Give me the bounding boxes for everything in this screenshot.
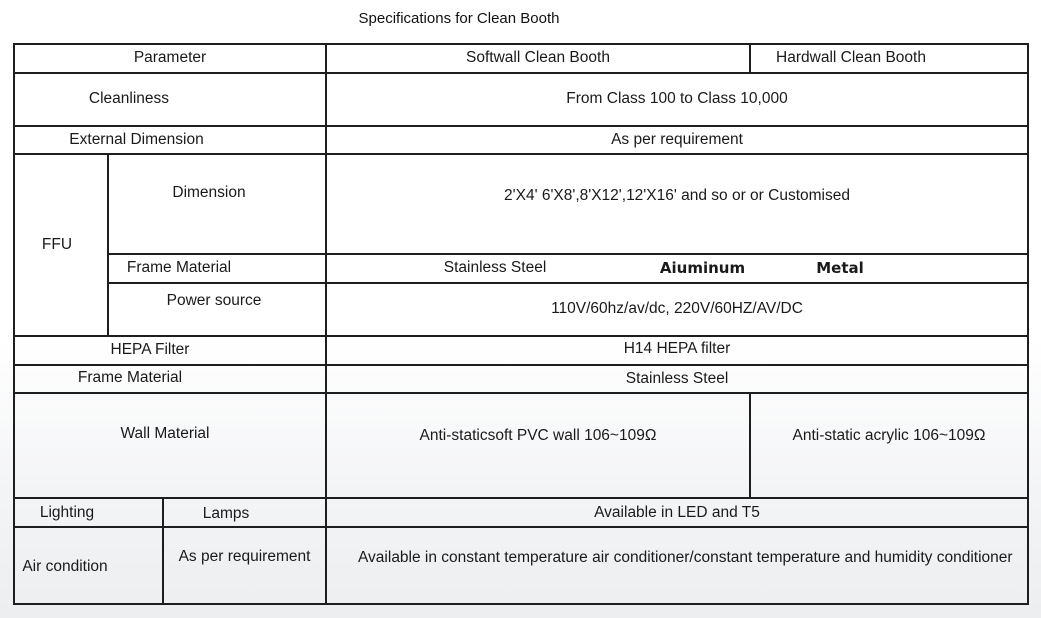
ffu-power-value: 110V/60hz/av/dc, 220V/60HZ/AV/DC	[551, 300, 803, 318]
lighting-lamps-label: Lamps	[202, 504, 250, 522]
wall-material-label: Wall Material	[120, 424, 210, 442]
wall-material-hardwall: Anti-static acrylic 106~109Ω	[792, 427, 986, 445]
header-softwall: Softwall Clean Booth	[466, 49, 610, 67]
external-dimension-value: As per requirement	[611, 130, 743, 148]
hepa-label: HEPA Filter	[110, 341, 190, 359]
cleanliness-value: From Class 100 to Class 10,000	[566, 90, 788, 108]
frame-material-label: Frame Material	[77, 369, 183, 387]
ffu-frame-label: Frame Material	[126, 259, 232, 277]
air-condition-value: Available in constant temperature air conditioner/constant temperature and humidity conditioner	[358, 548, 1013, 566]
ffu-label: FFU	[41, 235, 73, 253]
external-dimension-label: External Dimension	[69, 130, 204, 148]
air-condition-requirement: As per requirement	[178, 547, 311, 565]
wall-material-softwall: Anti-staticsoft PVC wall 106~109Ω	[419, 427, 657, 445]
lighting-label: Lighting	[39, 503, 95, 521]
air-condition-label: Air condition	[22, 557, 108, 575]
hepa-value: H14 HEPA filter	[623, 340, 731, 358]
page-title: Specifications for Clean Booth	[358, 10, 560, 27]
cleanliness-label: Cleanliness	[88, 90, 170, 108]
header-hardwall: Hardwall Clean Booth	[776, 49, 926, 67]
ffu-frame-stainless: Stainless Steel	[443, 259, 547, 277]
ffu-dimension-label: Dimension	[172, 183, 246, 201]
ffu-frame-metal: Metal	[816, 258, 864, 277]
header-parameter: Parameter	[133, 49, 207, 67]
ffu-frame-aluminum: Aiuminum	[659, 258, 746, 277]
lighting-value: Available in LED and T5	[594, 504, 760, 522]
ffu-power-label: Power source	[166, 291, 262, 309]
frame-material-value: Stainless Steel	[625, 369, 729, 387]
ffu-dimension-value: 2'X4' 6'X8',8'X12',12'X16' and so or or Customised	[504, 186, 850, 204]
